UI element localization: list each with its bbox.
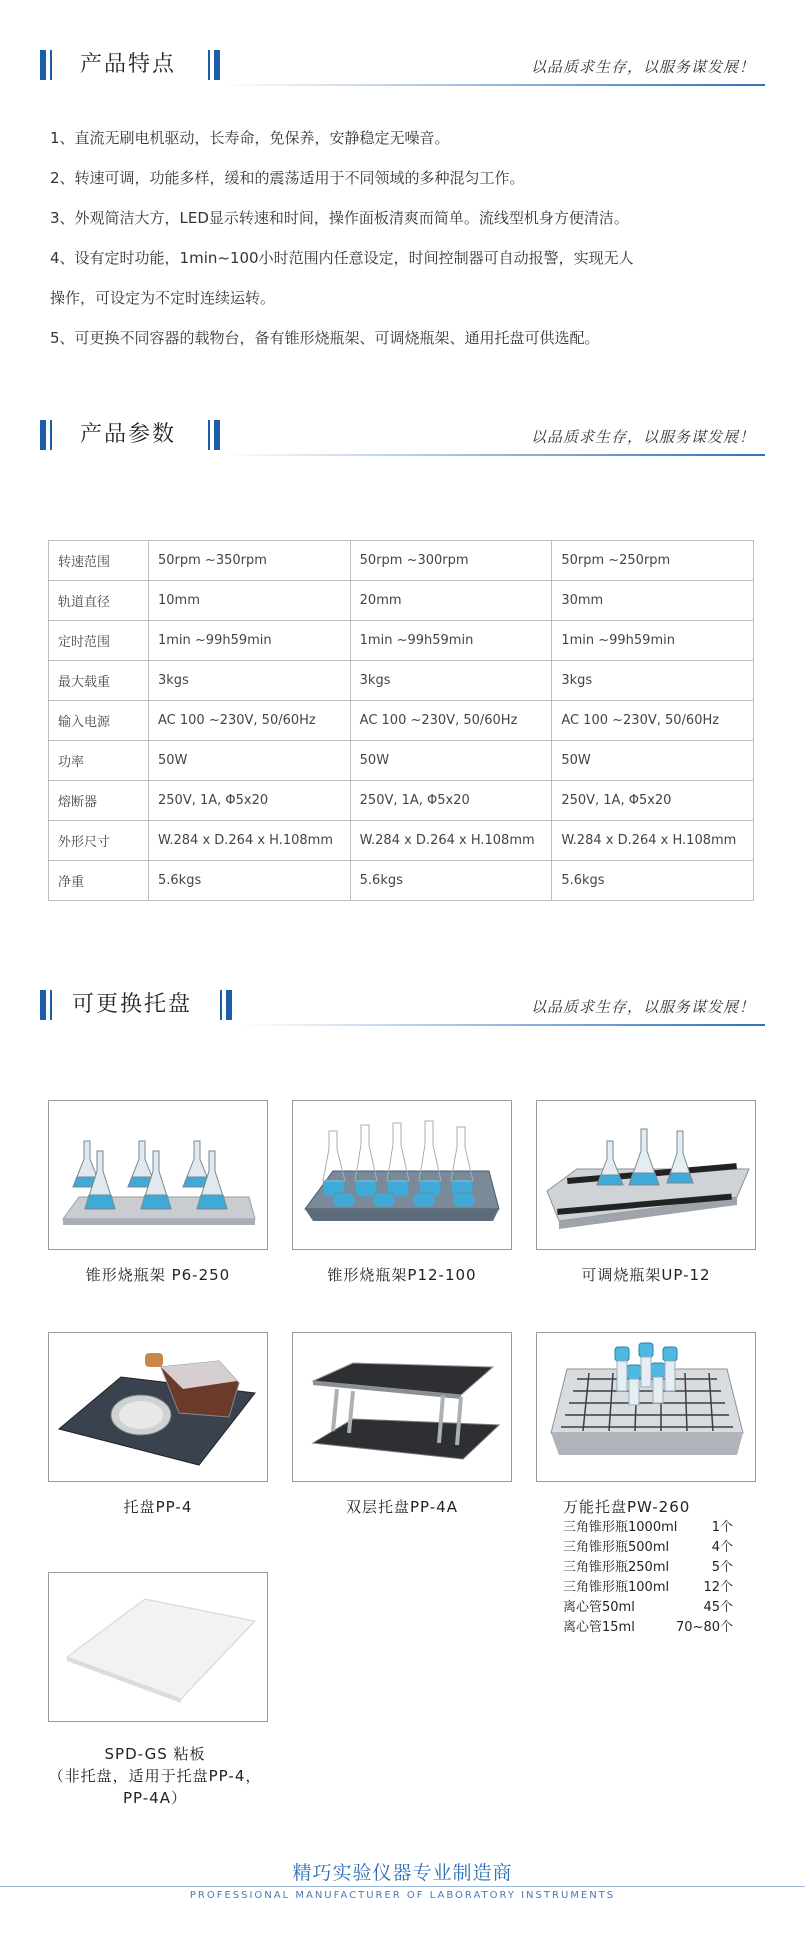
header-bar — [40, 50, 46, 80]
pw260-capacity-list — [563, 1518, 733, 1638]
table-row — [49, 861, 754, 901]
tray-card — [292, 1100, 512, 1285]
tray-image — [536, 1332, 756, 1482]
list-item-qty: 5个 — [711, 1560, 733, 1575]
footer-slogan-en: PROFESSIONAL MANUFACTURER OF LABORATORY INSTRUMENTS — [189, 1890, 616, 1901]
header-bar — [40, 990, 46, 1020]
section-header-trays — [40, 990, 765, 1030]
param-label: 输入电源 — [49, 701, 149, 741]
param-value: 3kgs — [350, 661, 552, 701]
list-item — [563, 1558, 733, 1578]
list-item-name: 三角锥形瓶1000ml — [563, 1520, 678, 1535]
section-header-params — [40, 420, 765, 460]
section-title: 产品参数 — [80, 422, 177, 447]
tray-image — [48, 1572, 268, 1722]
list-item-name: 三角锥形瓶250ml — [563, 1560, 670, 1575]
footer-divider — [0, 1886, 805, 1887]
param-value: 5.6kgs — [552, 861, 754, 901]
param-value: 50W — [552, 741, 754, 781]
adjustable-rack-illustration — [537, 1101, 755, 1249]
tray-card — [292, 1332, 512, 1517]
section-title: 可更换托盘 — [72, 992, 193, 1017]
param-value: 50W — [350, 741, 552, 781]
list-item-name: 离心管15ml — [563, 1620, 635, 1635]
flat-tray-illustration — [49, 1333, 267, 1481]
feature-item: 2、转速可调，功能多样，缓和的震荡适用于不同领域的多种混匀工作。 — [50, 169, 525, 187]
table-row — [49, 781, 754, 821]
param-label: 熔断器 — [49, 781, 149, 821]
flask-rack-illustration — [293, 1101, 511, 1249]
section-header-features — [40, 50, 765, 90]
double-tray-illustration — [293, 1333, 511, 1481]
param-value: 5.6kgs — [350, 861, 552, 901]
tray-card — [48, 1572, 268, 1722]
feature-item: 5、可更换不同容器的载物台，备有锥形烧瓶架、可调烧瓶架、通用托盘可供选配。 — [50, 329, 600, 347]
table-row — [49, 581, 754, 621]
param-value: 250V, 1A, Φ5x20 — [552, 781, 754, 821]
param-value: W.284 x D.264 x H.108mm — [552, 821, 754, 861]
tray-card — [536, 1100, 756, 1285]
section-slogan: 以品质求生存，以服务谋发展！ — [530, 58, 755, 76]
param-value: 3kgs — [149, 661, 351, 701]
header-underline — [220, 454, 765, 456]
header-bar — [50, 420, 52, 450]
universal-tray-illustration — [537, 1333, 755, 1481]
header-underline — [220, 84, 765, 86]
param-value: 3kgs — [552, 661, 754, 701]
tray-caption: 锥形烧瓶架 P6-250 — [85, 1266, 231, 1284]
tray-card — [48, 1332, 268, 1517]
tray-card — [536, 1332, 756, 1517]
param-value: AC 100 ~230V, 50/60Hz — [552, 701, 754, 741]
tray-caption: 锥形烧瓶架P12-100 — [327, 1266, 477, 1284]
list-item-name: 三角锥形瓶100ml — [563, 1580, 670, 1595]
section-slogan: 以品质求生存，以服务谋发展！ — [530, 998, 755, 1016]
table-row — [49, 661, 754, 701]
param-label: 转速范围 — [49, 541, 149, 581]
list-item-name: 离心管50ml — [563, 1600, 635, 1615]
table-row — [49, 821, 754, 861]
tray-card — [48, 1100, 268, 1285]
list-item-qty: 4个 — [711, 1540, 733, 1555]
tray-image — [536, 1100, 756, 1250]
param-label: 净重 — [49, 861, 149, 901]
header-bar — [208, 50, 210, 80]
param-value: 1min ~99h59min — [552, 621, 754, 661]
section-title: 产品特点 — [80, 52, 177, 77]
list-item — [563, 1598, 733, 1618]
list-item-name: 三角锥形瓶500ml — [563, 1540, 670, 1555]
table-row — [49, 621, 754, 661]
list-item-qty: 70~80个 — [676, 1620, 733, 1635]
tray-image — [292, 1332, 512, 1482]
param-value: 20mm — [350, 581, 552, 621]
tray-image — [48, 1332, 268, 1482]
param-value: AC 100 ~230V, 50/60Hz — [149, 701, 351, 741]
feature-item: 3、外观简洁大方，LED显示转速和时间，操作面板清爽而简单。流线型机身方便清洁。 — [50, 209, 629, 227]
param-value: 1min ~99h59min — [350, 621, 552, 661]
param-value: 10mm — [149, 581, 351, 621]
sticky-board-illustration — [49, 1573, 267, 1721]
header-underline — [240, 1024, 765, 1026]
param-value: 30mm — [552, 581, 754, 621]
header-bar — [208, 420, 210, 450]
feature-item: 1、直流无刷电机驱动，长寿命，免保养，安静稳定无噪音。 — [50, 129, 450, 147]
section-slogan: 以品质求生存，以服务谋发展！ — [530, 428, 755, 446]
table-row — [49, 701, 754, 741]
param-label: 功率 — [49, 741, 149, 781]
param-value: 50W — [149, 741, 351, 781]
param-value: 50rpm ~350rpm — [149, 541, 351, 581]
list-item — [563, 1618, 733, 1638]
footer-slogan: 精巧实验仪器专业制造商 — [292, 1862, 513, 1884]
param-value: W.284 x D.264 x H.108mm — [149, 821, 351, 861]
param-value: 1min ~99h59min — [149, 621, 351, 661]
list-item — [563, 1538, 733, 1558]
header-bar — [214, 420, 220, 450]
param-label: 外形尺寸 — [49, 821, 149, 861]
table-row — [49, 541, 754, 581]
header-bar — [226, 990, 232, 1020]
param-label: 定时范围 — [49, 621, 149, 661]
tray-caption: 万能托盘PW-260 — [563, 1498, 691, 1516]
param-value: 50rpm ~300rpm — [350, 541, 552, 581]
param-label: 轨道直径 — [49, 581, 149, 621]
tray-image — [292, 1100, 512, 1250]
list-item-qty: 12个 — [703, 1580, 733, 1595]
tray-caption: 托盘PP-4 — [123, 1498, 193, 1516]
list-item-qty: 1个 — [711, 1520, 733, 1535]
header-bar — [50, 50, 52, 80]
spd-caption-line: SPD-GS 粘板 — [104, 1745, 206, 1763]
param-value: 50rpm ~250rpm — [552, 541, 754, 581]
spd-caption-line: （非托盘，适用于托盘PP-4， — [48, 1767, 262, 1785]
param-value: W.284 x D.264 x H.108mm — [350, 821, 552, 861]
table-row — [49, 741, 754, 781]
list-item — [563, 1518, 733, 1538]
param-value: 5.6kgs — [149, 861, 351, 901]
spd-caption-line: PP-4A） — [123, 1789, 187, 1807]
header-bar — [220, 990, 222, 1020]
header-bar — [50, 990, 52, 1020]
param-label: 最大载重 — [49, 661, 149, 701]
param-value: 250V, 1A, Φ5x20 — [149, 781, 351, 821]
feature-item: 操作，可设定为不定时连续运转。 — [50, 289, 276, 307]
flask-rack-illustration — [49, 1101, 267, 1249]
param-value: AC 100 ~230V, 50/60Hz — [350, 701, 552, 741]
header-bar — [214, 50, 220, 80]
params-table — [48, 540, 754, 901]
list-item — [563, 1578, 733, 1598]
tray-caption: 可调烧瓶架UP-12 — [581, 1266, 711, 1284]
tray-caption: 双层托盘PP-4A — [346, 1498, 458, 1516]
feature-item: 4、设有定时功能，1min~100小时范围内任意设定，时间控制器可自动报警，实现无人 — [50, 249, 634, 267]
spd-caption — [40, 1743, 270, 1809]
list-item-qty: 45个 — [703, 1600, 733, 1615]
header-bar — [40, 420, 46, 450]
feature-list — [50, 118, 760, 358]
param-value: 250V, 1A, Φ5x20 — [350, 781, 552, 821]
tray-image — [48, 1100, 268, 1250]
